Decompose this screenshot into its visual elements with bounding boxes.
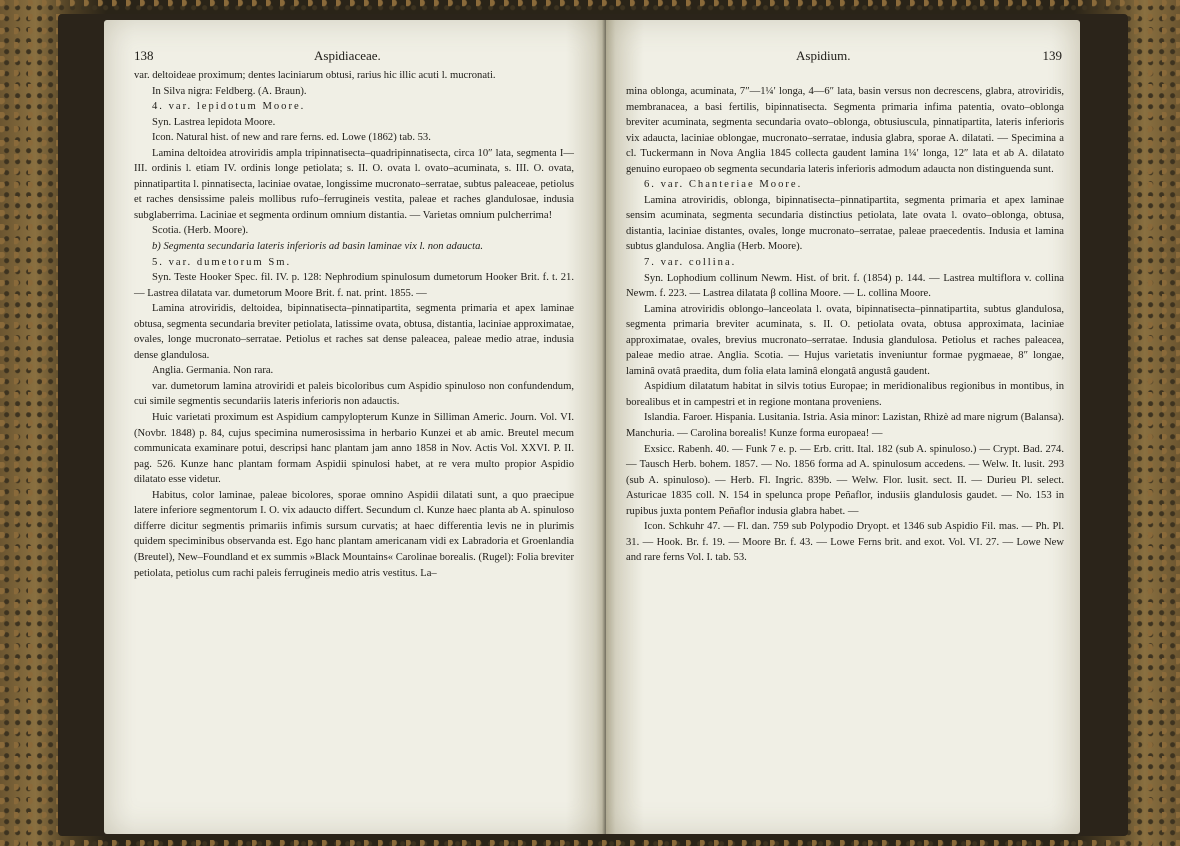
right-page-number: 139 xyxy=(1042,48,1062,63)
variety-heading: 4. var. lepidotum Moore. xyxy=(152,101,306,113)
right-page xyxy=(606,20,1080,834)
paragraph: Huic varietati proximum est Aspidium campylopterum Kunze in Silliman Americ. Journ. Vol. VI. (Novbr. 1848) p. 84, cujus specimina numerosissima in herbario Kunzei et ab amic. Breutel mecum communicata examinare potui, descripsi hanc plantam jam anno 1858 in Nov. Actis Vol. XXVI. P. II. pag. 526. Kunze hanc plantam formam Aspidii spinulosi habet, at re vera multo propior Aspidio dilatato esse videtur. xyxy=(134,412,574,486)
paragraph: Lamina atroviridis, oblonga, bipinnatisecta–pinnatipartita, segmenta primaria et apex laminae sensim acuminata, segmenta secundaria distinctius petiolata, late ovata l. ovato–oblonga, obtusa, distantia, laciniae distantes, ovales, longe mucronato–serratae, paleae praecedentis. Indusia et lamina subtus glandulosa. Anglia (Herb. Moore). xyxy=(626,194,1064,253)
left-page-number: 138 xyxy=(134,48,154,63)
exsiccata-line: Exsicc. Rabenh. 40. — Funk 7 e. p. — Erb. critt. Ital. 182 (sub A. spinuloso.) — Crypt. Bad. 274. — Tausch Herb. bohem. 1857. — No. 1856 forma ad A. spinulosum accedens. — Welw. It. lusit. 293 (sub A. spinuloso). — Herb. Fl. Ingric. 839b. — Welw. Flor. lusit. sect. II. — Durieu Pl. select. Asturicae 1835 coll. N. 154 in spelunca prope Peñaflor, indusiis glandulosis gaudet. — No. 153 in rupibus juxta pontem Peñaflor indusia glabra habet. — xyxy=(626,443,1064,517)
paragraph: var. deltoideae proximum; dentes laciniarum obtusi, rarius hic illic acuti l. mucronati. xyxy=(134,70,496,81)
synonym-line: Syn. Lophodium collinum Newm. Hist. of brit. f. (1854) p. 144. — Lastrea multiflora v. collina Newm. f. 223. — Lastrea dilatata β collina Moore. — L. collina Moore. xyxy=(626,272,1064,300)
right-running-head: Aspidium. xyxy=(796,48,851,63)
paragraph: In Silva nigra: Feldberg. (A. Braun). xyxy=(152,85,307,97)
left-page xyxy=(104,20,606,834)
left-running-head: Aspidiaceae. xyxy=(314,48,381,63)
variety-heading: 6. var. Chanteriae Moore. xyxy=(644,179,803,191)
variety-heading: 7. var. collina. xyxy=(644,257,737,269)
synonym-line: Syn. Teste Hooker Spec. fil. IV. p. 128: Nephrodium spinulosum dumetorum Hooker Brit. f. t. 21. — Lastrea dilatata var. dumetorum Moore Brit. f. nat. print. 1855. — xyxy=(134,272,574,299)
paragraph: Habitus, color laminae, paleae bicolores, sporae omnino Aspidii dilatati sunt, a quo praecipue latere inferiore segmentorum I. O. vix adaucto differt. Secundum cl. Kunze haec planta ab A. spinuloso differre dicitur segmentis primariis infimis sursum curvatis; at haec differentia levis ne in plurimis quidem speciminibus observanda est. Ego hanc plantam americanam vidi ex Labradoria et Groenlandia (Breutel), New–Foundland et ex summis »Black Mountains« Carolinae borealis. (Rugel): Folia breviter petiolata, petiolus cum rachi paleis ferrugineis medio atris vestitus. La– xyxy=(134,489,574,579)
paragraph: Aspidium dilatatum habitat in silvis totius Europae; in meridionalibus regionibus in montibus, in borealibus et in campestri et in regione montana proveniens. xyxy=(626,381,1064,408)
subsection-heading: b) Segmenta secundaria lateris inferioris ad basin laminae vix l. non adaucta. xyxy=(152,241,484,253)
variety-heading: 5. var. dumetorum Sm. xyxy=(152,256,292,268)
icon-line: Icon. Natural hist. of new and rare ferns. ed. Lowe (1862) tab. 53. xyxy=(152,132,431,144)
open-book xyxy=(58,14,1128,836)
icon-line: Icon. Schkuhr 47. — Fl. dan. 759 sub Polypodio Dryopt. et 1346 sub Aspidio Fil. mas. — Ph. Pl. 31. — Hook. Br. f. 19. — Moore Br. f. 43. — Lowe Ferns brit. and exot. Vol. VI. 27. — Lowe New and rare ferns Vol. I. tab. 53. xyxy=(626,521,1064,564)
paragraph: var. dumetorum lamina atroviridi et paleis bicoloribus cum Aspidio spinuloso non confundendum, cui simile segmentis secundariis lateris inferioris non adauctis. xyxy=(134,380,574,408)
paragraph: Lamina atroviridis, deltoidea, bipinnatisecta–pinnatipartita, segmenta primaria et apex laminae obtusa, segmenta secundaria breviter petiolata, latissime ovata, obtusa, distantia, laciniae approximatae, ovales, longe mucronato–serratae. Petiolus et raches sat dense paleacea, paleae medio atrae, indusia dense glandulosa. xyxy=(134,303,574,361)
paragraph: mina oblonga, acuminata, 7″—1¼′ longa, 4—6″ lata, basin versus non decrescens, glabra, atroviridis, membranacea, a basi fertilis, bipinnatisecta. Segmenta primaria infima patentia, ovato–oblonga breviter acuminata, segmenta secundaria ovato–oblonga, obtusiuscula, pinnatipartita, lateris inferioris vix adaucta, laciniae oblongae, mucronato–serratae, indusia glabra, sporae A. dilatati. — Specimina a cl. Tuckermann in Nova Anglia 1845 collecta gaudent lamina 1¼′ longa, 12″ lata et ab A. dilatato genuino europaeo ob segmenta secundaria lateris inferioris admodum adaucta non distinguenda sunt. xyxy=(626,86,1064,175)
right-page-body xyxy=(626,84,1064,566)
paragraph: Islandia. Faroer. Hispania. Lusitania. Istria. Asia minor: Lazistan, Rhizè ad mare nigrum (Balansa). Manchuria. — Carolina borealis! Kunze forma europaea! — xyxy=(626,412,1064,440)
paragraph: Scotia. (Herb. Moore). xyxy=(152,225,249,237)
paragraph: Anglia. Germania. Non rara. xyxy=(152,365,274,377)
paragraph: Lamina deltoidea atroviridis ampla tripinnatisecta–quadripinnatisecta, circa 10″ lata, segmenta I—III. ordinis l. etiam IV. ordinis longe petiolata; s. II. O. ovata l. ovato–acuminata, s. III. O. ovata, pinnatipartita l. pinnatisecta, laciniae ovatae, longissime mucronato–serratae, subtus paleaceae, petiolus et raches densissime paleis mollibus rufo–ferrugineis vestita, paleae et raches glandulosae, indusia subglaberrima. Laciniae et segmenta ordinum omnium distantia. — Varietas omnium pulcherrima! xyxy=(134,147,574,221)
left-page-body xyxy=(134,68,574,581)
paragraph: Lamina atroviridis oblongo–lanceolata l. ovata, bipinnatisecta–pinnatipartita, subtus glandulosa, segmenta primaria breviter acuminata, s. II. O. petiolata ovata, obtusa approximata, laciniae approximatae, ovales, brevius mucronato–serratae. Indusia glandulosa. Petiolus et raches paleacea, paleae medio atrae. Anglia. Scotia. — Hujus varietatis inveniuntur formae pygmaeae, 8″ longae, laminâ ovatâ praedita, dum folia elata laminâ elongatâ angustâ gaudent. xyxy=(626,303,1064,377)
synonym-line: Syn. Lastrea lepidota Moore. xyxy=(152,116,276,128)
